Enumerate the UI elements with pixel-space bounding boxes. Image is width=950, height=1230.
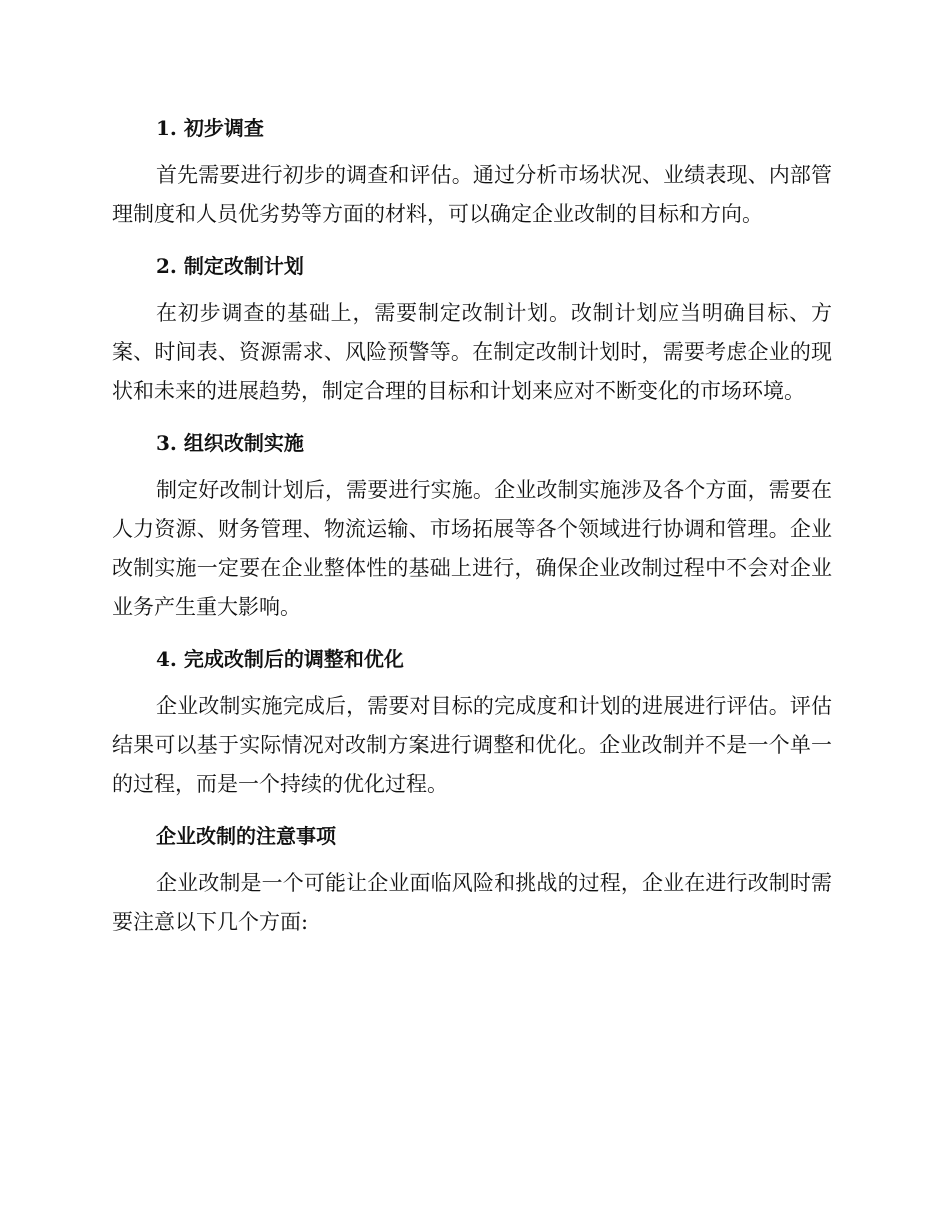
section-paragraph-4: 企业改制实施完成后，需要对目标的完成度和计划的进展进行评估。评估结果可以基于实际情况对改制方案进行调整和优化。企业改制并不是一个单一的过程，而是一个持续的优化过程。 — [112, 694, 832, 796]
section-heading-2: 2. 制定改制计划 — [156, 254, 304, 278]
section-paragraph-5: 企业改制是一个可能让企业面临风险和挑战的过程，企业在进行改制时需要注意以下几个方面: — [112, 871, 832, 934]
document-page — [112, 108, 832, 952]
section-heading-4: 4. 完成改制后的调整和优化 — [156, 647, 404, 671]
section-paragraph-1: 首先需要进行初步的调查和评估。通过分析市场状况、业绩表现、内部管理制度和人员优劣势等方面的材料，可以确定企业改制的目标和方向。 — [112, 163, 832, 226]
section-paragraph-3: 制定好改制计划后，需要进行实施。企业改制实施涉及各个方面，需要在人力资源、财务管理、物流运输、市场拓展等各个领域进行协调和管理。企业改制实施一定要在企业整体性的基础上进行，确保企业改制过程中不会对企业业务产生重大影响。 — [112, 478, 832, 619]
section-heading-3: 3. 组织改制实施 — [156, 431, 304, 455]
section-heading-5: 企业改制的注意事项 — [156, 824, 336, 848]
section-heading-1: 1. 初步调查 — [156, 116, 264, 140]
section-paragraph-2: 在初步调查的基础上，需要制定改制计划。改制计划应当明确目标、方案、时间表、资源需求、风险预警等。在制定改制计划时，需要考虑企业的现状和未来的进展趋势，制定合理的目标和计划来应对不断变化的市场环境。 — [112, 301, 832, 403]
